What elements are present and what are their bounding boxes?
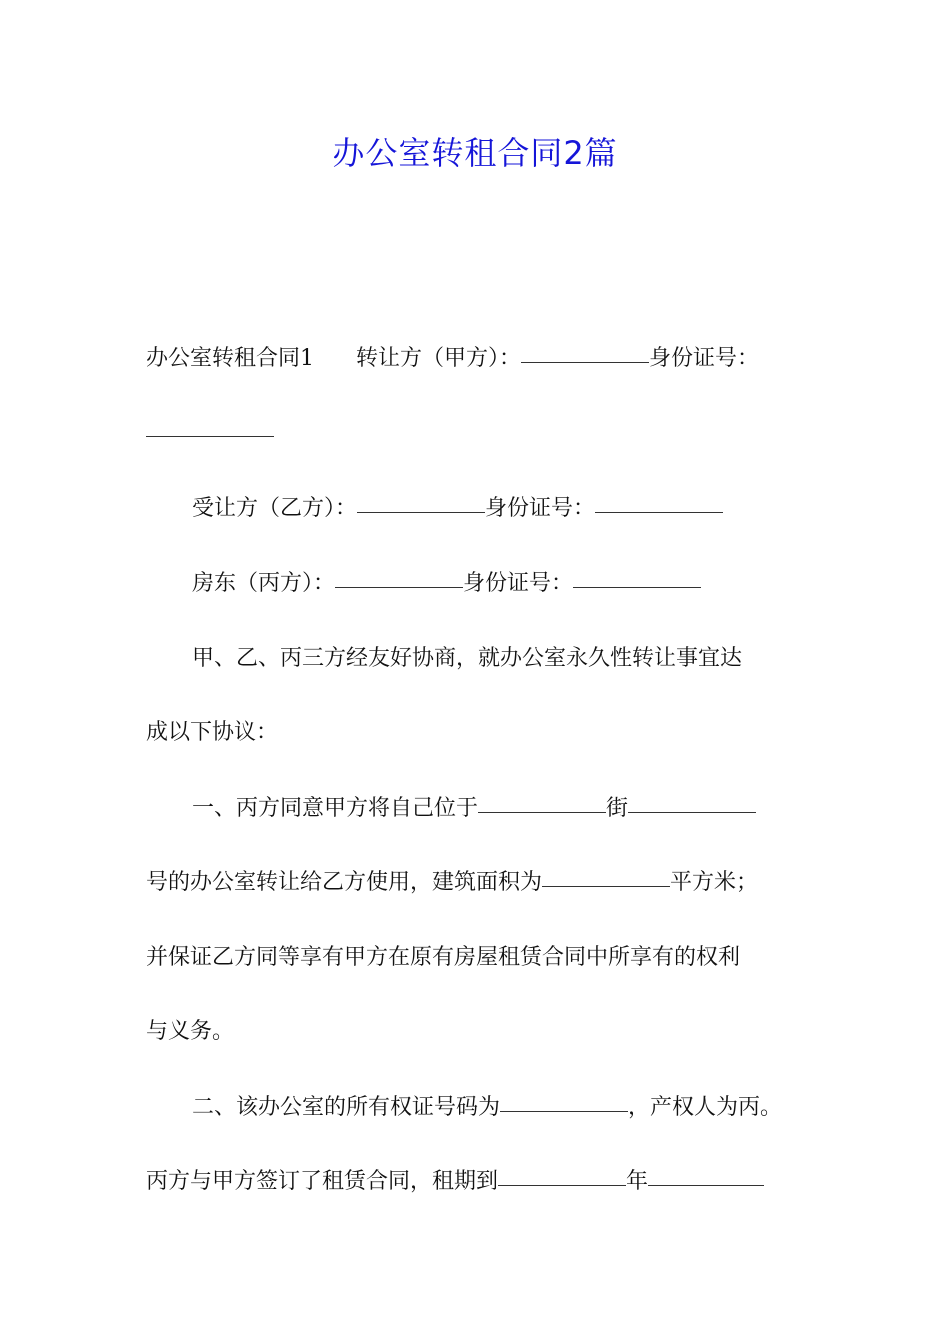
clause1-text-b: 街 <box>606 796 629 821</box>
party-c-line <box>192 569 701 599</box>
intro-line-2: 成以下协议： <box>146 720 279 745</box>
clause2-text-d: 年 <box>626 1169 649 1194</box>
clause1-line-1 <box>192 794 756 824</box>
clause1-line-4: 与义务。 <box>146 1019 235 1044</box>
clause2-text-a: 二、该办公室的所有权证号码为 <box>192 1095 501 1120</box>
contract-heading: 办公室转租合同1 <box>146 346 314 371</box>
party-c-name-blank <box>335 586 463 588</box>
party-b-id-blank <box>595 511 723 513</box>
clause1-line-3: 并保证乙方同等享有甲方在原有房屋租赁合同中所享有的权利 <box>146 945 741 970</box>
clause1-text-c: 号的办公室转让给乙方使用，建筑面积为 <box>146 870 543 895</box>
document-title: 办公室转租合同2篇 <box>332 134 618 172</box>
clause1-text-a: 一、丙方同意甲方将自己位于 <box>192 796 479 821</box>
party-a-line <box>146 344 759 374</box>
clause1-street-blank <box>478 811 606 813</box>
clause1-line-2 <box>146 868 758 898</box>
party-a-id-label: 身份证号： <box>649 346 760 371</box>
party-c-label: 房东（丙方）： <box>192 571 336 596</box>
party-a-id-line <box>146 418 274 448</box>
clause1-area-blank <box>542 885 670 887</box>
party-b-label: 受让方（乙方）： <box>192 496 358 521</box>
party-a-id-blank <box>146 435 274 437</box>
clause1-text-d: 平方米； <box>670 870 759 895</box>
party-c-id-label: 身份证号： <box>463 571 574 596</box>
party-b-line <box>192 494 723 524</box>
clause1-number-blank <box>628 811 756 813</box>
clause2-month-blank <box>648 1184 764 1186</box>
party-a-name-blank <box>521 361 649 363</box>
clause2-text-c: 丙方与甲方签订了租赁合同，租期到 <box>146 1169 499 1194</box>
party-c-id-blank <box>573 586 701 588</box>
intro-line-1: 甲、乙、丙三方经友好协商，就办公室永久性转让事宜达 <box>192 646 743 671</box>
party-b-id-label: 身份证号： <box>485 496 596 521</box>
clause2-year-blank <box>498 1184 626 1186</box>
clause2-line-1 <box>192 1093 782 1123</box>
clause2-text-b: ，产权人为丙。 <box>628 1095 783 1120</box>
party-b-name-blank <box>357 511 485 513</box>
party-a-label: 转让方（甲方）： <box>356 346 522 371</box>
clause2-cert-blank <box>500 1110 628 1112</box>
clause2-line-2 <box>146 1167 764 1197</box>
